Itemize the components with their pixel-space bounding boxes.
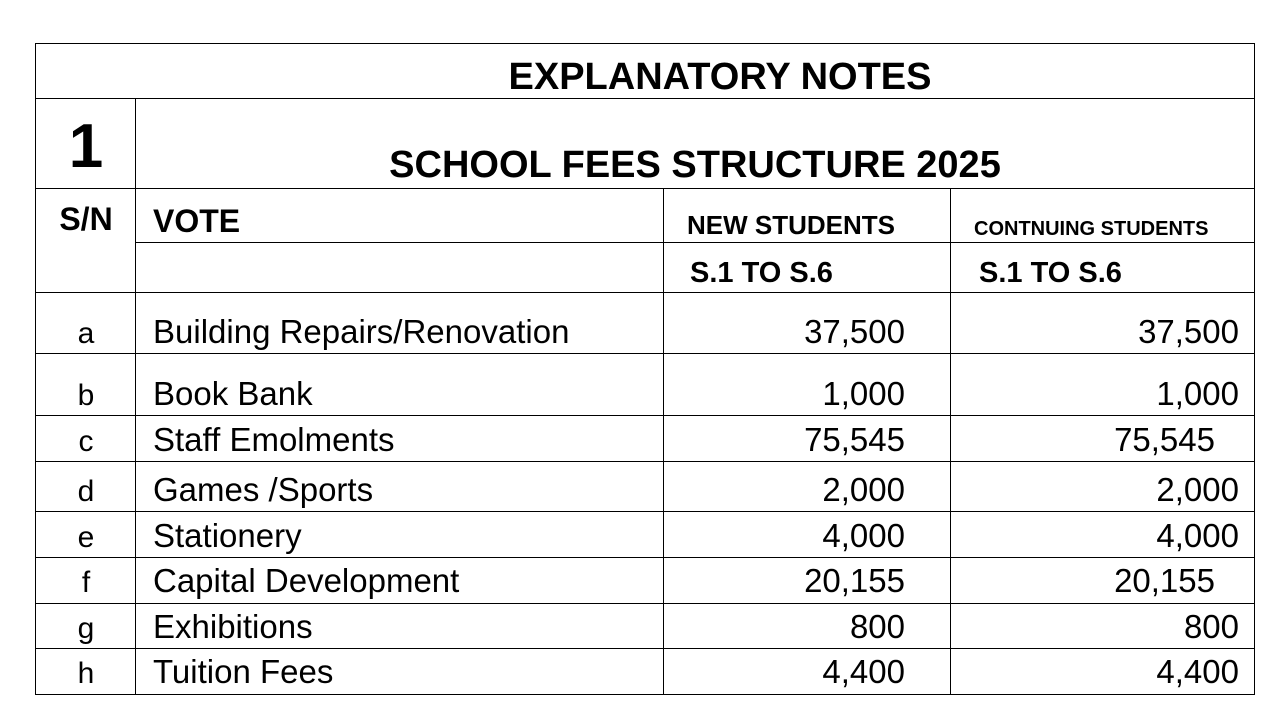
rule-below-fees-title <box>36 188 1254 189</box>
row-divider <box>36 557 1254 558</box>
column-header-sn: S/N <box>59 201 113 237</box>
row-sn: g <box>77 612 95 645</box>
row-vote: Capital Development <box>153 562 460 599</box>
fees-structure-title: SCHOOL FEES STRUCTURE 2025 <box>389 144 1001 186</box>
page-title: EXPLANATORY NOTES <box>508 56 932 98</box>
row-divider <box>36 353 1254 354</box>
row-vote: Games /Sports <box>153 471 374 508</box>
row-divider <box>36 603 1254 604</box>
row-vote: Staff Emolments <box>153 421 395 458</box>
row-divider <box>36 648 1254 649</box>
row-divider <box>36 461 1254 462</box>
row-divider <box>36 511 1254 512</box>
row-amount-new: 4,400 <box>822 653 905 690</box>
rule-below-ranges <box>36 292 1254 293</box>
row-sn: h <box>77 657 95 690</box>
row-amount-continuing: 75,545 <box>1114 421 1215 458</box>
row-sn: a <box>77 317 95 350</box>
row-amount-new: 4,000 <box>822 517 905 554</box>
row-amount-continuing: 2,000 <box>1156 471 1239 508</box>
row-amount-new: 800 <box>849 608 905 645</box>
row-amount-continuing: 800 <box>1183 608 1239 645</box>
column-header-new-students: NEW STUDENTS <box>687 210 895 240</box>
row-amount-new: 1,000 <box>822 375 905 412</box>
row-sn: f <box>81 566 91 599</box>
rule-below-title <box>36 98 1254 99</box>
row-amount-new: 20,155 <box>804 562 905 599</box>
row-vote: Book Bank <box>153 375 313 412</box>
row-vote: Exhibitions <box>153 608 313 645</box>
row-amount-continuing: 1,000 <box>1156 375 1239 412</box>
row-divider <box>36 415 1254 416</box>
column-divider-new <box>950 188 951 694</box>
row-vote: Building Repairs/Renovation <box>153 313 570 350</box>
new-students-range: S.1 TO S.6 <box>690 257 833 289</box>
row-amount-new: 2,000 <box>822 471 905 508</box>
row-sn: c <box>78 425 94 458</box>
explanatory-notes-table <box>35 43 1255 695</box>
column-header-vote: VOTE <box>153 203 241 239</box>
column-divider-vote <box>663 188 664 694</box>
row-amount-continuing: 4,400 <box>1156 653 1239 690</box>
row-sn: e <box>77 521 95 554</box>
rule-below-column-headers <box>136 242 1254 243</box>
row-vote: Stationery <box>153 517 302 554</box>
column-header-continuing-students: CONTNUING STUDENTS <box>974 218 1209 240</box>
row-amount-continuing: 20,155 <box>1114 562 1215 599</box>
row-amount-continuing: 4,000 <box>1156 517 1239 554</box>
row-amount-new: 37,500 <box>804 313 905 350</box>
row-amount-new: 75,545 <box>804 421 905 458</box>
row-sn: d <box>77 475 95 508</box>
note-number: 1 <box>68 112 104 181</box>
continuing-students-range: S.1 TO S.6 <box>979 257 1122 289</box>
row-vote: Tuition Fees <box>153 653 334 690</box>
row-amount-continuing: 37,500 <box>1138 313 1239 350</box>
row-sn: b <box>77 379 95 412</box>
